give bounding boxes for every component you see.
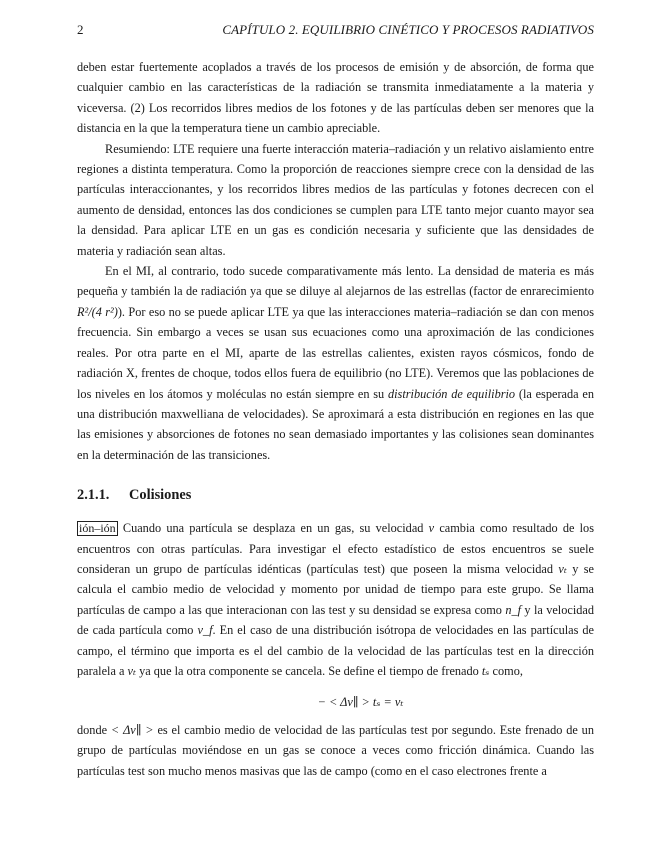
symbol-v: v — [428, 521, 435, 536]
page-body — [77, 57, 594, 781]
page-header — [77, 22, 594, 42]
paragraph-3 — [77, 261, 594, 465]
paragraph-2 — [77, 139, 594, 261]
paragraph-final — [77, 720, 594, 781]
symbol-vt: vₜ — [558, 561, 567, 576]
section-title: Colisiones — [129, 487, 192, 504]
paragraph-3-text-b: ). Por eso no se puede aplicar LTE ya que las interacciones materia–radiación se dan con menos frecuencia. Sin embargo a veces se usan sus ecuaciones como una aproximación de las condiciones reales. Por otra parte en el MI, aparte de las estrellas calientes, existen rayos cósmicos, fondo de radiación X, frentes de choque, todos ellos fuera de equilibrio (no LTE). Veremos que las poblaciones de los niveles en los átomos y moléculas no están siempre en su — [77, 304, 594, 401]
collisions-text-f: ya que la otra componente se cancela. Se define el tiempo de frenado — [136, 663, 482, 678]
symbol-vt-2: vₜ — [127, 663, 137, 678]
stopping-time-equation: − < Δv∥ > tₛ = vₜ — [317, 695, 404, 710]
margin-note-tag[interactable]: ión–ión — [79, 521, 116, 536]
final-text-b: es el cambio medio de velocidad de las partículas test por segundo. Este frenado de un grupo de partículas moviéndose en un gas se conoce a veces como fricción dinámica. Cuando las partículas test son mucho menos masivas que las de campo (como en el caso electrones frente a — [77, 722, 594, 778]
paragraph-3-text-c: (la esperada en una distribución maxwelliana de velocidades). Se aproximará a esta distribución en regiones en las que las emisiones y absorciones de fotones no sean demasiado importantes y las colisiones sean dominantes en la determinación de las transiciones. — [77, 386, 594, 462]
collisions-text-c: y se calcula el cambio medio de velocidad y momento por unidad de tiempo para este grupo. Se llama partículas de campo a las que interacionan con las test y su densidad se expresa como — [77, 561, 594, 617]
collisions-text-e: . En el caso de una distribución isótropa de velocidades en las partículas de campo, el término que importa es el del cambio de la velocidad de las partículas test en la dirección paralela a — [77, 623, 594, 678]
section-number: 2.1.1. — [77, 487, 110, 504]
symbol-vf: v_f — [197, 623, 213, 638]
collisions-text-g: como, — [489, 663, 523, 678]
paragraph-3-italic: distribución de equilibrio — [387, 386, 516, 401]
paragraph-1-text: deben estar fuertemente acoplados a través de los procesos de emisión y de absorción, de forma que cualquier cambio en las características de la radiación se transmita inmediatamente a la materia y viceversa. (2) Los recorridos libres medios de los fotones y de las partículas deben ser menores que la distancia en la que la temperatura tiene un cambio apreciable. — [77, 60, 594, 136]
final-text-a: donde — [77, 722, 111, 737]
paragraph-1 — [77, 57, 594, 139]
symbol-nf: n_f — [505, 602, 522, 617]
dilution-factor-formula: R²/(4 r²) — [77, 304, 118, 319]
mean-velocity-change-expr: < Δv∥ > — [110, 722, 154, 737]
running-head: CAPÍTULO 2. EQUILIBRIO CINÉTICO Y PROCESOS RADIATIVOS — [222, 22, 594, 37]
collisions-text-b: cambia como resultado de los encuentros con otras partículas. Para investigar el efecto estadístico de estos encuentros se suele consideran un grupo de partículas idénticas (partículas test) que poseen la misma velocidad — [77, 521, 594, 576]
section-heading — [77, 485, 594, 505]
paragraph-3-text-a: En el MI, al contrario, todo sucede comparativamente más lento. La densidad de materia es más pequeña y también la de radiación ya que se diluye al alejarnos de las estrellas (factor de enrarecimiento — [77, 264, 594, 299]
paragraph-collisions — [77, 518, 594, 681]
symbol-ts: tₛ — [481, 663, 490, 678]
collisions-text-a: Cuando una partícula se desplaza en un gas, su velocidad — [117, 521, 429, 536]
collisions-text-d: y la velocidad de cada partícula como — [77, 602, 594, 638]
paragraph-2-text: Resumiendo: LTE requiere una fuerte interacción materia–radiación y un relativo aislamiento entre regiones a distinta temperatura. Como la proporción de reacciones siempre crece con la densidad de las partículas interaccionantes, y los recorridos libres medios de las partículas y fotones decrecen con el aumento de densidad, entonces las dos condiciones se cumplen para LTE tanto mejor cuanto mayor sea la densidad. Para aplicar LTE en un gas es condición necesaria y suficiente que las densidades de materia y radiación sean altas. — [77, 141, 594, 258]
page-number: 2 — [77, 22, 84, 37]
